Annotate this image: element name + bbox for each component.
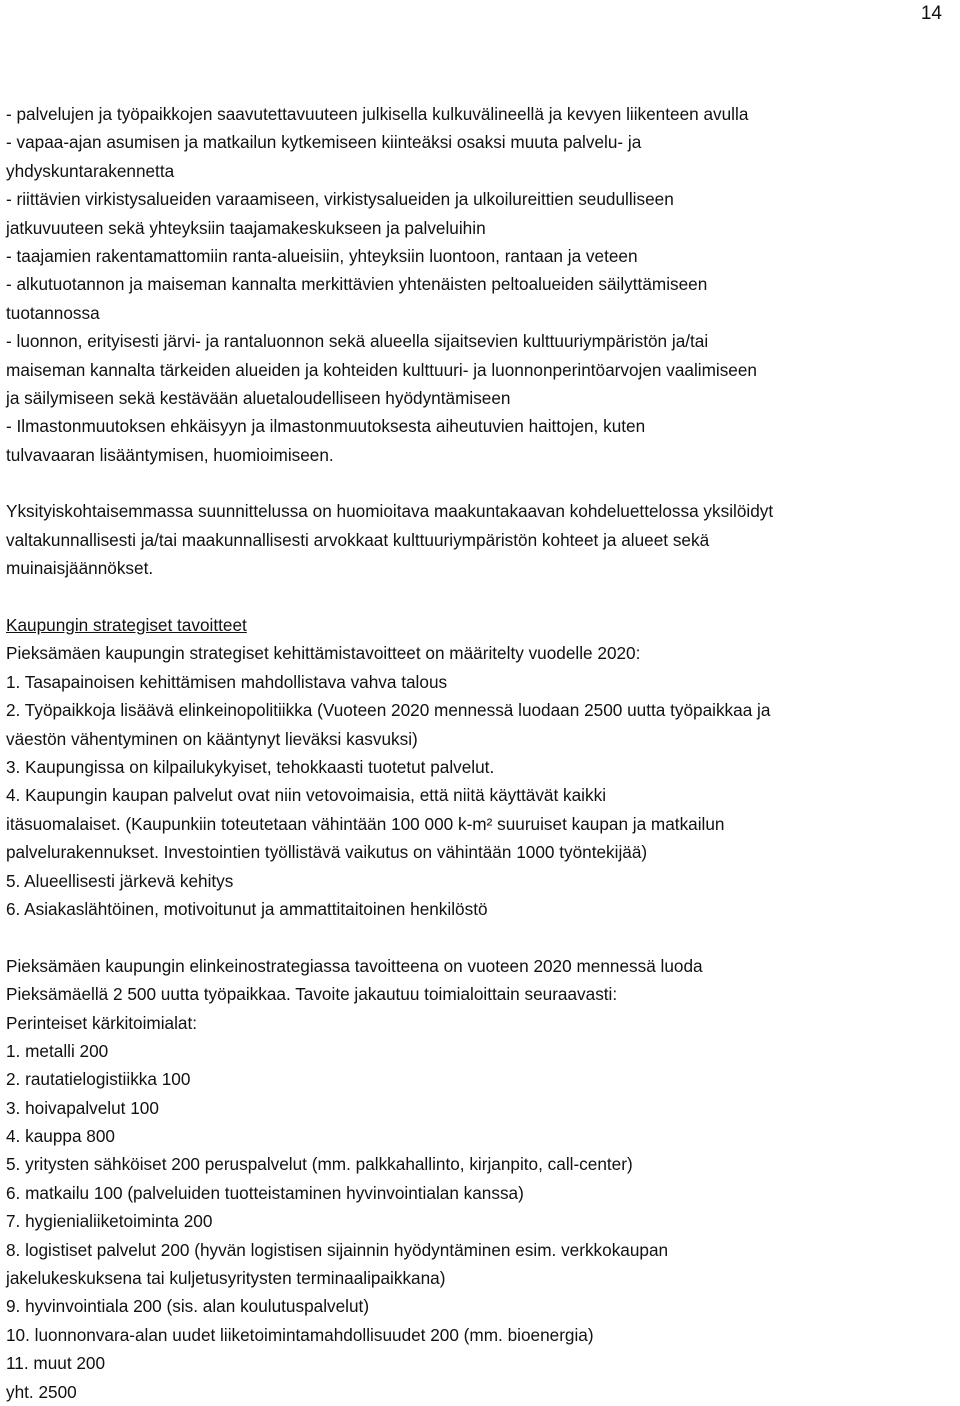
section-heading: Kaupungin strategiset tavoitteet: [6, 615, 247, 636]
paragraph-gap: [6, 469, 952, 497]
strategy-line: 5. Alueellisesti järkevä kehitys: [6, 870, 234, 891]
bullet-line: - palvelujen ja työpaikkojen saavutettavuuteen julkisella kulkuvälineellä ja kevyen liikenteen avulla: [6, 104, 749, 124]
business-line: 3. hoivapalvelut 100: [6, 1097, 159, 1118]
strategy-line: Pieksämäen kaupungin strategiset kehittämistavoitteet on määritelty vuodelle 2020:: [6, 643, 641, 664]
business-line: 1. metalli 200: [6, 1040, 109, 1061]
bullet-list: [6, 100, 952, 469]
page-number: 14: [920, 3, 942, 24]
bullet-line: ja säilymiseen sekä kestävään aluetaloudelliseen hyödyntämiseen: [6, 387, 511, 408]
strategy-line: 3. Kaupungissa on kilpailukykyiset, tehokkaasti tuotetut palvelut.: [6, 756, 495, 777]
business-line: jakelukeskuksena tai kuljetusyritysten terminaalipaikkana): [6, 1268, 446, 1289]
business-strategy-section: [6, 952, 952, 1406]
bullet-line: - riittävien virkistysalueiden varaamiseen, virkistysalueiden ja ulkoilureittien seudulliseen: [6, 189, 674, 210]
business-line: yht. 2500: [6, 1381, 77, 1402]
paragraph-line: valtakunnallisesti ja/tai maakunnallisesti arvokkaat kulttuuriympäristön kohteet ja alueet sekä: [6, 529, 710, 550]
business-line: 11. muut 200: [6, 1353, 106, 1374]
business-line: Pieksämäellä 2 500 uutta työpaikkaa. Tavoite jakautuu toimialoittain seuraavasti:: [6, 984, 618, 1005]
strategy-line: palvelurakennukset. Investointien työllistävä vaikutus on vähintään 1000 työntekijää): [6, 842, 648, 863]
detail-paragraph: [6, 497, 952, 582]
business-line: 8. logistiset palvelut 200 (hyvän logistisen sijainnin hyödyntäminen esim. verkkokaupan: [6, 1239, 669, 1260]
business-line: 6. matkailu 100 (palveluiden tuotteistaminen hyvinvointialan kanssa): [6, 1182, 524, 1203]
business-line: 7. hygienialiiketoiminta 200: [6, 1211, 213, 1232]
bullet-line: tulvavaaran lisääntymisen, huomioimiseen.: [6, 444, 334, 465]
document-body: [6, 100, 952, 1406]
bullet-line: jatkuvuuteen sekä yhteyksiin taajamakeskukseen ja palveluihin: [6, 217, 486, 238]
bullet-line: - taajamien rakentamattomiin ranta-alueisiin, yhteyksiin luontoon, rantaan ja veteen: [6, 245, 638, 266]
bullet-line: - alkutuotannon ja maiseman kannalta merkittävien yhtenäisten peltoalueiden säilyttämiseen: [6, 274, 708, 295]
bullet-line: tuotannossa: [6, 302, 100, 323]
business-line: 10. luonnonvara-alan uudet liiketoimintamahdollisuudet 200 (mm. bioenergia): [6, 1324, 594, 1345]
business-line: Pieksämäen kaupungin elinkeinostrategiassa tavoitteena on vuoteen 2020 mennessä luoda: [6, 955, 703, 976]
business-line: 5. yritysten sähköiset 200 peruspalvelut (mm. palkkahallinto, kirjanpito, call-center): [6, 1154, 633, 1175]
business-line: 9. hyvinvointiala 200 (sis. alan koulutuspalvelut): [6, 1296, 370, 1317]
business-line: 2. rautatielogistiikka 100: [6, 1069, 191, 1090]
business-line: Perinteiset kärkitoimialat:: [6, 1012, 198, 1033]
strategy-line: itäsuomalaiset. (Kaupunkiin toteutetaan vähintään 100 000 k-m² suuruiset kaupan ja matkailun: [6, 813, 725, 834]
strategy-line: 1. Tasapainoisen kehittämisen mahdollistava vahva talous: [6, 671, 448, 692]
strategy-line: väestön vähentyminen on kääntynyt lieväksi kasvuksi): [6, 728, 418, 749]
paragraph-gap: [6, 583, 952, 611]
paragraph-line: muinaisjäännökset.: [6, 558, 154, 579]
strategy-section: [6, 611, 952, 923]
paragraph-line: Yksityiskohtaisemmassa suunnittelussa on huomioitava maakuntakaavan kohdeluettelossa yksilöidyt: [6, 501, 774, 522]
strategy-line: 4. Kaupungin kaupan palvelut ovat niin vetovoimaisia, että niitä käyttävät kaikki: [6, 785, 607, 806]
business-line: 4. kauppa 800: [6, 1126, 115, 1147]
strategy-line: 2. Työpaikkoja lisäävä elinkeinopolitiikka (Vuoteen 2020 mennessä luodaan 2500 uutta työpaikkaa ja: [6, 700, 771, 721]
bullet-line: - vapaa-ajan asumisen ja matkailun kytkemiseen kiinteäksi osaksi muuta palvelu- ja: [6, 132, 642, 153]
paragraph-gap: [6, 923, 952, 951]
bullet-line: - Ilmastonmuutoksen ehkäisyyn ja ilmastonmuutoksesta aiheutuvien haittojen, kuten: [6, 416, 646, 437]
bullet-line: maiseman kannalta tärkeiden alueiden ja kohteiden kulttuuri- ja luonnonperintöarvojen vaalimiseen: [6, 359, 757, 380]
bullet-line: yhdyskuntarakennetta: [6, 160, 175, 181]
strategy-line: 6. Asiakaslähtöinen, motivoitunut ja ammattitaitoinen henkilöstö: [6, 898, 488, 919]
bullet-line: - luonnon, erityisesti järvi- ja rantaluonnon sekä alueella sijaitsevien kulttuuriympäristön ja/tai: [6, 331, 709, 352]
